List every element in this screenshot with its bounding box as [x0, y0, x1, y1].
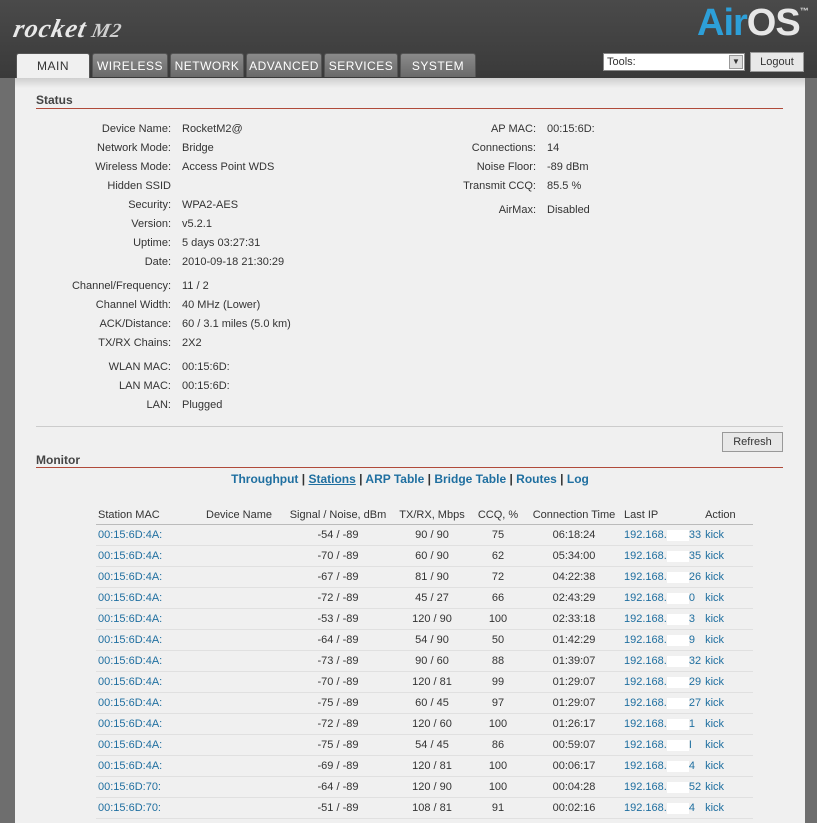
- last-ip-suffix: 52: [688, 781, 702, 793]
- last-ip-prefix: 192.168.: [624, 613, 667, 625]
- column-header[interactable]: Last IP: [622, 506, 703, 525]
- tx-rx-rate: 81 / 90: [394, 567, 470, 588]
- tx-rx-rate: 120 / 81: [394, 672, 470, 693]
- airos-logo: AirOS™: [697, 2, 808, 44]
- last-ip-link[interactable]: [622, 546, 703, 567]
- status-value: RocketM2@: [182, 123, 243, 135]
- last-ip-suffix: 4: [688, 760, 695, 772]
- monitor-divider: [36, 467, 783, 468]
- last-ip-link[interactable]: [622, 756, 703, 777]
- status-value: 2X2: [182, 337, 202, 349]
- station-mac-link[interactable]: 00:15:6D:4A:: [96, 546, 204, 567]
- chevron-down-icon: ▼: [729, 55, 743, 69]
- connection-time: 06:18:24: [526, 525, 622, 546]
- tx-rx-rate: 60 / 45: [394, 693, 470, 714]
- column-header[interactable]: Station MAC: [96, 506, 204, 525]
- redaction-mask: [667, 740, 689, 751]
- device-name: [204, 609, 282, 630]
- column-header[interactable]: TX/RX, Mbps: [394, 506, 470, 525]
- status-value: WPA2-AES: [182, 199, 239, 211]
- status-label: LAN MAC:: [119, 380, 171, 392]
- station-mac-link[interactable]: 00:15:6D:4A:: [96, 714, 204, 735]
- redaction-mask: [667, 719, 689, 730]
- logout-button[interactable]: Logout: [750, 52, 804, 72]
- tx-rx-rate: 45 / 27: [394, 588, 470, 609]
- connection-time: 04:22:38: [526, 567, 622, 588]
- signal-noise: -69 / -89: [282, 756, 394, 777]
- tx-rx-rate: 120 / 90: [394, 609, 470, 630]
- last-ip-suffix: 4: [688, 802, 695, 814]
- station-mac-link[interactable]: 00:15:6D:4A:: [96, 756, 204, 777]
- station-mac-link[interactable]: 00:15:6D:4A:: [96, 693, 204, 714]
- section-divider: [36, 426, 783, 427]
- tx-rx-rate: 54 / 90: [394, 630, 470, 651]
- ccq-value: 75: [470, 525, 526, 546]
- status-divider: [36, 108, 783, 109]
- last-ip-link[interactable]: [622, 567, 703, 588]
- link-separator: |: [355, 472, 366, 486]
- station-mac-link[interactable]: 00:15:6D:4A:: [96, 525, 204, 546]
- last-ip-suffix: 26: [688, 571, 702, 583]
- last-ip-link[interactable]: [622, 777, 703, 798]
- status-value: 14: [547, 142, 560, 154]
- connection-time: 00:06:17: [526, 756, 622, 777]
- kick-link[interactable]: kick: [703, 756, 753, 777]
- ccq-value: 100: [470, 714, 526, 735]
- status-label: Date:: [144, 256, 171, 268]
- last-ip-link[interactable]: [622, 714, 703, 735]
- monitor-link-stations[interactable]: Stations: [308, 472, 356, 486]
- status-value: -89 dBm: [547, 161, 589, 173]
- ccq-value: 66: [470, 588, 526, 609]
- device-name: [204, 630, 282, 651]
- status-label: ACK/Distance:: [99, 318, 171, 330]
- kick-link[interactable]: kick: [703, 525, 753, 546]
- table-row: [96, 714, 753, 735]
- kick-link[interactable]: kick: [703, 798, 753, 819]
- connection-time: 01:29:07: [526, 693, 622, 714]
- last-ip-prefix: 192.168.: [624, 676, 667, 688]
- last-ip-link[interactable]: [622, 798, 703, 819]
- device-name: [204, 525, 282, 546]
- table-row: [96, 651, 753, 672]
- last-ip-prefix: 192.168.: [624, 739, 667, 751]
- status-label: AirMax:: [498, 204, 536, 216]
- status-value: 40 MHz (Lower): [182, 299, 261, 311]
- redaction-mask: [667, 551, 689, 562]
- signal-noise: -70 / -89: [282, 546, 394, 567]
- connection-time: 05:34:00: [526, 546, 622, 567]
- kick-link[interactable]: kick: [703, 693, 753, 714]
- last-ip-prefix: 192.168.: [624, 571, 667, 583]
- status-value: 11 / 2: [182, 280, 209, 292]
- table-row: [96, 798, 753, 819]
- status-value: Access Point WDS: [182, 161, 275, 173]
- ccq-value: 86: [470, 735, 526, 756]
- tx-rx-rate: 60 / 90: [394, 546, 470, 567]
- refresh-button[interactable]: Refresh: [722, 432, 783, 452]
- last-ip-prefix: 192.168.: [624, 781, 667, 793]
- column-header[interactable]: Signal / Noise, dBm: [282, 506, 394, 525]
- table-row: [96, 567, 753, 588]
- monitor-link-log[interactable]: Log: [566, 472, 589, 486]
- device-name: [204, 546, 282, 567]
- stations-table: [96, 506, 753, 819]
- tab-advanced[interactable]: ADVANCED: [246, 53, 322, 77]
- last-ip-link[interactable]: [622, 630, 703, 651]
- column-header[interactable]: Device Name: [204, 506, 282, 525]
- last-ip-suffix: 1: [688, 718, 695, 730]
- signal-noise: -75 / -89: [282, 735, 394, 756]
- tab-services[interactable]: SERVICES: [324, 53, 398, 77]
- last-ip-prefix: 192.168.: [624, 697, 667, 709]
- connection-time: 00:02:16: [526, 798, 622, 819]
- station-mac-link[interactable]: 00:15:6D:4A:: [96, 588, 204, 609]
- device-name: [204, 777, 282, 798]
- status-label: Network Mode:: [97, 142, 171, 154]
- redaction-mask: [667, 677, 689, 688]
- column-header[interactable]: CCQ, %: [470, 506, 526, 525]
- monitor-link-throughput[interactable]: Throughput: [231, 472, 299, 486]
- kick-link[interactable]: kick: [703, 546, 753, 567]
- tab-main[interactable]: MAIN: [16, 53, 90, 79]
- station-mac-link[interactable]: 00:15:6D:70:: [96, 798, 204, 819]
- table-row: [96, 693, 753, 714]
- status-label: Wireless Mode:: [95, 161, 171, 173]
- station-mac-link[interactable]: 00:15:6D:4A:: [96, 651, 204, 672]
- status-value: Bridge: [182, 142, 214, 154]
- table-row: [96, 546, 753, 567]
- last-ip-suffix: 32: [688, 655, 702, 667]
- last-ip-prefix: 192.168.: [624, 802, 667, 814]
- column-header[interactable]: Connection Time: [526, 506, 622, 525]
- ccq-value: 100: [470, 777, 526, 798]
- tx-rx-rate: 90 / 90: [394, 525, 470, 546]
- redaction-mask: [667, 530, 689, 541]
- connection-time: 02:43:29: [526, 588, 622, 609]
- table-row: [96, 525, 753, 546]
- table-row: [96, 756, 753, 777]
- last-ip-prefix: 192.168.: [624, 634, 667, 646]
- table-row: [96, 777, 753, 798]
- kick-link[interactable]: kick: [703, 609, 753, 630]
- tab-system[interactable]: SYSTEM: [400, 53, 476, 77]
- tx-rx-rate: 120 / 60: [394, 714, 470, 735]
- last-ip-suffix: 0: [688, 592, 695, 604]
- status-value: 00:15:6D:: [547, 123, 595, 135]
- status-label: Transmit CCQ:: [463, 180, 536, 192]
- ccq-value: 50: [470, 630, 526, 651]
- connection-time: 01:29:07: [526, 672, 622, 693]
- table-header-row: [96, 506, 753, 525]
- monitor-link-bridge-table[interactable]: Bridge Table: [434, 472, 507, 486]
- table-row: [96, 735, 753, 756]
- station-mac-link[interactable]: 00:15:6D:4A:: [96, 672, 204, 693]
- kick-link[interactable]: kick: [703, 567, 753, 588]
- tab-network[interactable]: NETWORK: [170, 53, 244, 77]
- status-label: WLAN MAC:: [108, 361, 171, 373]
- status-label: Version:: [131, 218, 171, 230]
- last-ip-suffix: 9: [688, 634, 695, 646]
- signal-noise: -70 / -89: [282, 672, 394, 693]
- table-row: [96, 630, 753, 651]
- link-separator: |: [424, 472, 435, 486]
- redaction-mask: [667, 656, 689, 667]
- ccq-value: 100: [470, 609, 526, 630]
- redaction-mask: [667, 635, 689, 646]
- kick-link[interactable]: kick: [703, 714, 753, 735]
- status-label: AP MAC:: [490, 123, 536, 135]
- table-row: [96, 609, 753, 630]
- status-label: TX/RX Chains:: [98, 337, 171, 349]
- last-ip-prefix: 192.168.: [624, 760, 667, 772]
- tx-rx-rate: 120 / 90: [394, 777, 470, 798]
- status-label: Channel/Frequency:: [71, 280, 171, 292]
- status-label: Hidden SSID: [107, 180, 171, 192]
- monitor-link-routes[interactable]: Routes: [516, 472, 557, 486]
- link-separator: |: [506, 472, 517, 486]
- connection-time: 02:33:18: [526, 609, 622, 630]
- panel-top-shade: [15, 78, 805, 88]
- tab-wireless[interactable]: WIRELESS: [92, 53, 168, 77]
- link-separator: |: [556, 472, 567, 486]
- status-value: v5.2.1: [182, 218, 212, 230]
- signal-noise: -72 / -89: [282, 714, 394, 735]
- kick-link[interactable]: kick: [703, 777, 753, 798]
- last-ip-prefix: 192.168.: [624, 718, 667, 730]
- device-name: [204, 651, 282, 672]
- link-separator: |: [298, 472, 309, 486]
- last-ip-prefix: 192.168.: [624, 592, 667, 604]
- connection-time: 01:39:07: [526, 651, 622, 672]
- redaction-mask: [667, 593, 689, 604]
- kick-link[interactable]: kick: [703, 588, 753, 609]
- kick-link[interactable]: kick: [703, 630, 753, 651]
- last-ip-suffix: 29: [688, 676, 702, 688]
- tx-rx-rate: 54 / 45: [394, 735, 470, 756]
- ccq-value: 88: [470, 651, 526, 672]
- ccq-value: 97: [470, 693, 526, 714]
- status-label: Channel Width:: [95, 299, 171, 311]
- status-value: Disabled: [547, 204, 590, 216]
- device-name: [204, 798, 282, 819]
- signal-noise: -73 / -89: [282, 651, 394, 672]
- tx-rx-rate: 108 / 81: [394, 798, 470, 819]
- status-label: Noise Floor:: [476, 161, 536, 173]
- signal-noise: -53 / -89: [282, 609, 394, 630]
- ccq-value: 91: [470, 798, 526, 819]
- last-ip-prefix: 192.168.: [624, 655, 667, 667]
- tools-select[interactable]: [603, 53, 745, 71]
- status-label: Device Name:: [101, 123, 171, 135]
- device-name: [204, 567, 282, 588]
- last-ip-suffix: 3: [688, 613, 695, 625]
- status-label: LAN:: [146, 399, 171, 411]
- ccq-value: 100: [470, 756, 526, 777]
- redaction-mask: [667, 782, 689, 793]
- main-panel: [15, 78, 805, 823]
- last-ip-suffix: 27: [688, 697, 702, 709]
- device-name: [204, 588, 282, 609]
- station-mac-link[interactable]: 00:15:6D:70:: [96, 777, 204, 798]
- last-ip-prefix: 192.168.: [624, 529, 667, 541]
- kick-link[interactable]: kick: [703, 735, 753, 756]
- status-label: Connections:: [471, 142, 536, 154]
- redaction-mask: [667, 698, 689, 709]
- column-header[interactable]: Action: [703, 506, 753, 525]
- last-ip-prefix: 192.168.: [624, 550, 667, 562]
- status-value: 00:15:6D:: [182, 380, 230, 392]
- ccq-value: 62: [470, 546, 526, 567]
- device-name: [204, 756, 282, 777]
- signal-noise: -75 / -89: [282, 693, 394, 714]
- signal-noise: -64 / -89: [282, 777, 394, 798]
- connection-time: 01:42:29: [526, 630, 622, 651]
- status-value: Plugged: [182, 399, 223, 411]
- device-name: [204, 693, 282, 714]
- monitor-links: [15, 472, 805, 486]
- monitor-title: Monitor: [36, 453, 80, 467]
- last-ip-link[interactable]: [622, 588, 703, 609]
- last-ip-link[interactable]: [622, 525, 703, 546]
- redaction-mask: [667, 803, 689, 814]
- station-mac-link[interactable]: 00:15:6D:4A:: [96, 735, 204, 756]
- status-label: Uptime:: [133, 237, 171, 249]
- last-ip-link[interactable]: [622, 609, 703, 630]
- status-value: 5 days 03:27:31: [182, 237, 261, 249]
- monitor-link-arp-table[interactable]: ARP Table: [365, 472, 425, 486]
- rocket-logo: rocketM2: [11, 14, 125, 43]
- tx-rx-rate: 90 / 60: [394, 651, 470, 672]
- last-ip-suffix: 35: [688, 550, 702, 562]
- station-mac-link[interactable]: 00:15:6D:4A:: [96, 630, 204, 651]
- kick-link[interactable]: kick: [703, 672, 753, 693]
- station-mac-link[interactable]: 00:15:6D:4A:: [96, 567, 204, 588]
- redaction-mask: [667, 761, 689, 772]
- redaction-mask: [667, 614, 689, 625]
- connection-time: 01:26:17: [526, 714, 622, 735]
- station-mac-link[interactable]: 00:15:6D:4A:: [96, 609, 204, 630]
- connection-time: 00:59:07: [526, 735, 622, 756]
- kick-link[interactable]: kick: [703, 651, 753, 672]
- device-name: [204, 672, 282, 693]
- device-name: [204, 714, 282, 735]
- last-ip-link[interactable]: [622, 735, 703, 756]
- tools-select-value: Tools:: [607, 56, 636, 68]
- ccq-value: 99: [470, 672, 526, 693]
- table-row: [96, 672, 753, 693]
- signal-noise: -51 / -89: [282, 798, 394, 819]
- connection-time: 00:04:28: [526, 777, 622, 798]
- status-label: Security:: [128, 199, 171, 211]
- header-bar: [0, 0, 817, 78]
- ccq-value: 72: [470, 567, 526, 588]
- signal-noise: -67 / -89: [282, 567, 394, 588]
- status-value: 00:15:6D:: [182, 361, 230, 373]
- device-name: [204, 735, 282, 756]
- tx-rx-rate: 120 / 81: [394, 756, 470, 777]
- last-ip-link[interactable]: [622, 672, 703, 693]
- signal-noise: -64 / -89: [282, 630, 394, 651]
- redaction-mask: [667, 572, 689, 583]
- table-row: [96, 588, 753, 609]
- status-value: 2010-09-18 21:30:29: [182, 256, 285, 268]
- signal-noise: -72 / -89: [282, 588, 394, 609]
- last-ip-link[interactable]: [622, 693, 703, 714]
- last-ip-link[interactable]: [622, 651, 703, 672]
- status-value: 60 / 3.1 miles (5.0 km): [182, 318, 291, 330]
- last-ip-suffix: I: [688, 739, 692, 751]
- signal-noise: -54 / -89: [282, 525, 394, 546]
- status-value: 85.5 %: [547, 180, 582, 192]
- last-ip-suffix: 33: [688, 529, 702, 541]
- status-title: Status: [36, 93, 73, 107]
